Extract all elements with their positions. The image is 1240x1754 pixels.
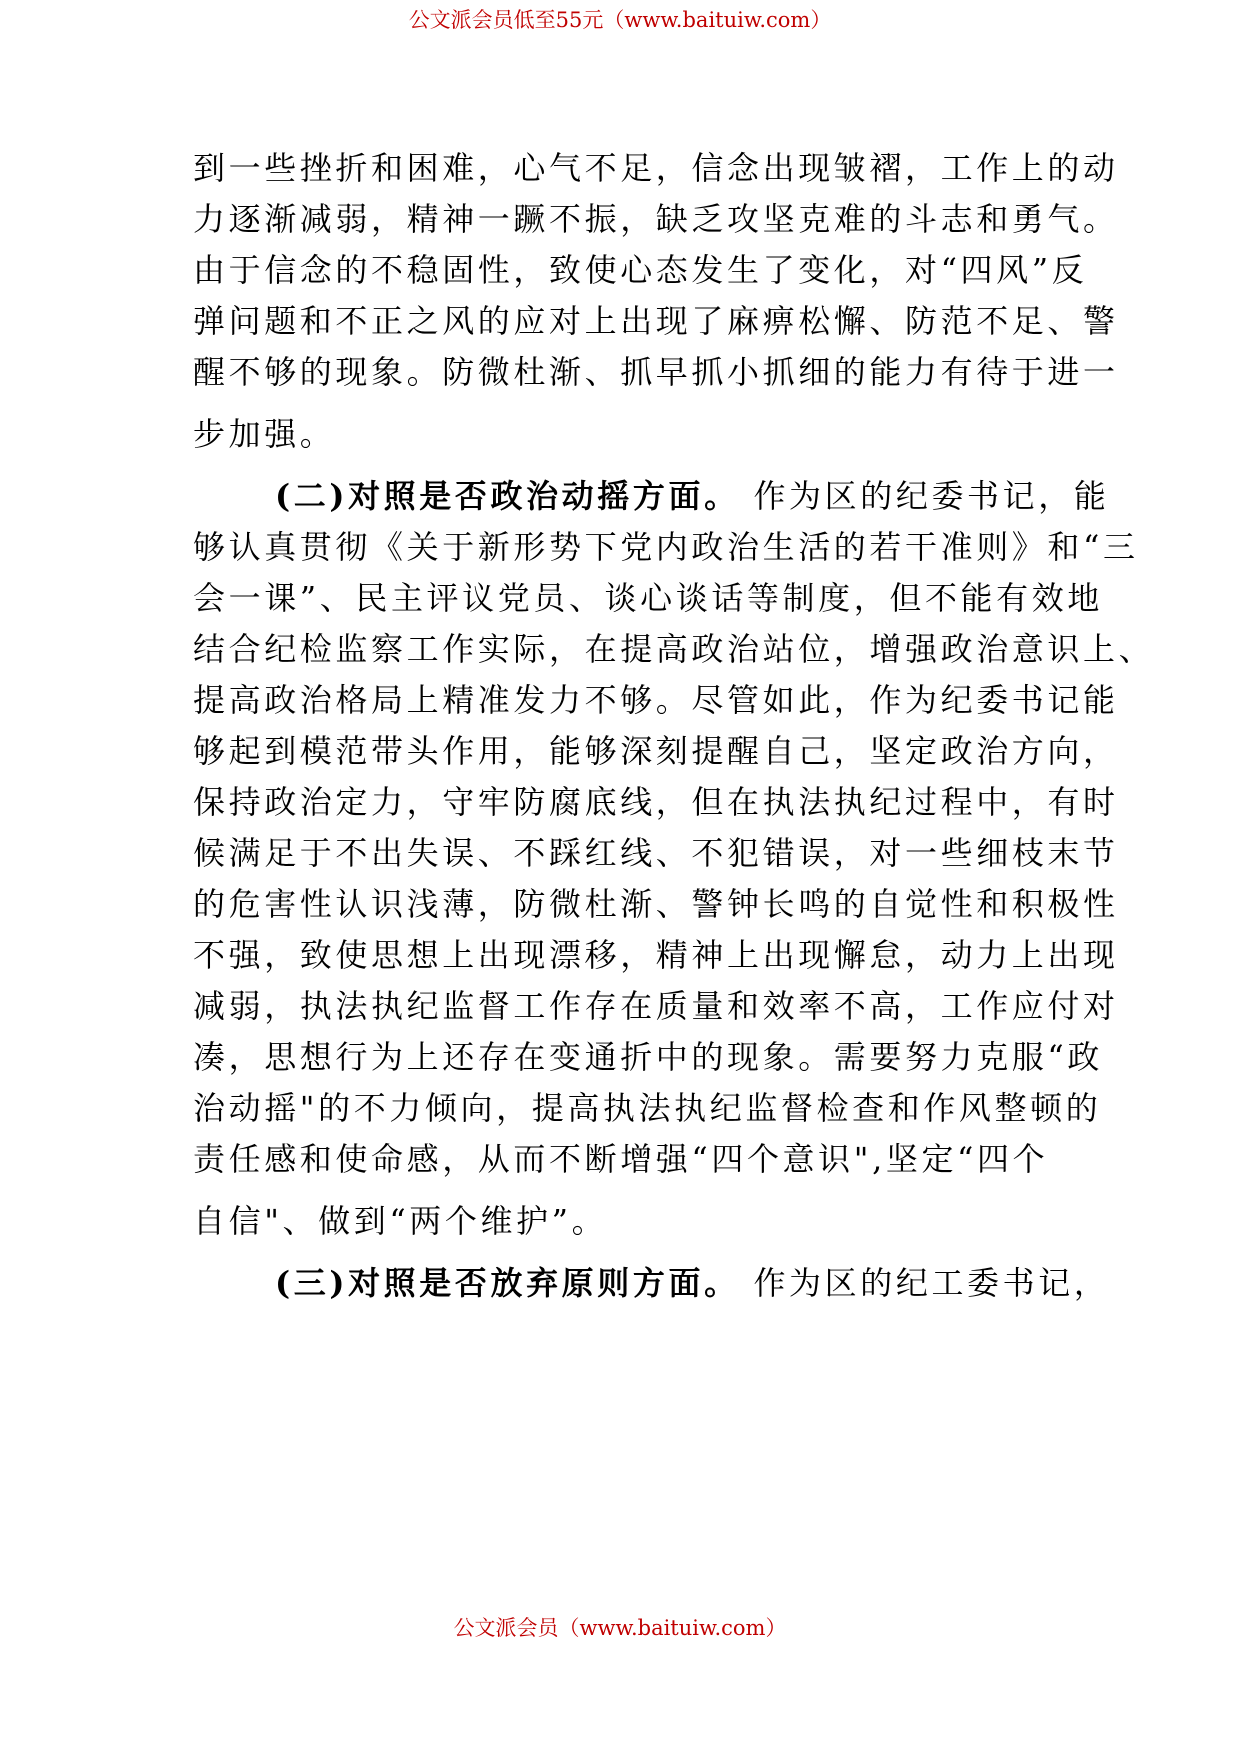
paragraph-line: 候满足于不出失误、不踩红线、不犯错误，对一些细枝末节 [193, 834, 1119, 872]
section2-first-line [275, 476, 1110, 516]
paragraph-line: 保持政治定力，守牢防腐底线，但在执法执纪过程中，有时 [193, 783, 1119, 821]
paragraph-line: 减弱，执法执纪监督工作存在质量和效率不高，工作应付对 [193, 987, 1119, 1025]
section2-heading: (二)对照是否政治动摇方面。 [275, 477, 740, 515]
paragraph-line: 凑，思想行为上还存在变通折中的现象。需要努力克服“政 [193, 1038, 1103, 1076]
paragraph-line: 力逐渐减弱，精神一蹶不振，缺乏攻坚克难的斗志和勇气。 [193, 200, 1119, 238]
paragraph-line: 治动摇"的不力倾向，提高执法执纪监督检查和作风整顿的 [193, 1089, 1102, 1127]
paragraph-line: 弹问题和不正之风的应对上出现了麻痹松懈、防范不足、警 [193, 302, 1119, 340]
paragraph-line: 责任感和使命感，从而不断增强“四个意识",坚定“四个 [193, 1140, 1049, 1178]
section3-first-line-text: 作为区的纪工委书记， [739, 1264, 1110, 1302]
section3-heading: (三)对照是否放弃原则方面。 [275, 1264, 740, 1302]
paragraph-line: 会一课”、民主评议党员、谈心谈话等制度，但不能有效地 [193, 579, 1103, 617]
paragraph-line: 醒不够的现象。防微杜渐、抓早抓小抓细的能力有待于进一 [193, 353, 1119, 391]
paragraph-line: 步加强。 [193, 415, 336, 453]
paragraph-line: 不强，致使思想上出现漂移，精神上出现懈怠，动力上出现 [193, 936, 1119, 974]
footer-watermark: 公文派会员（www.baituiw.com） [453, 1616, 787, 1640]
paragraph-line: 够起到模范带头作用，能够深刻提醒自己，坚定政治方向， [193, 732, 1119, 770]
section2-first-line-text: 作为区的纪委书记，能 [739, 477, 1110, 515]
paragraph-line: 到一些挫折和困难，心气不足，信念出现皱褶，工作上的动 [193, 149, 1119, 187]
paragraph-line: 自信"、做到“两个维护”。 [193, 1202, 608, 1240]
paragraph-line: 的危害性认识浅薄，防微杜渐、警钟长鸣的自觉性和积极性 [193, 885, 1119, 923]
section3-first-line [275, 1263, 1110, 1303]
paragraph-line: 够认真贯彻《关于新形势下党内政治生活的若干准则》和“三 [193, 528, 1139, 566]
paragraph-line: 由于信念的不稳固性，致使心态发生了变化，对“四风”反 [193, 251, 1088, 289]
paragraph-line: 结合纪检监察工作实际，在提高政治站位，增强政治意识上、 [193, 630, 1155, 668]
header-watermark: 公文派会员低至55元（www.baituiw.com） [408, 8, 832, 32]
paragraph-line: 提高政治格局上精准发力不够。尽管如此，作为纪委书记能 [193, 681, 1119, 719]
